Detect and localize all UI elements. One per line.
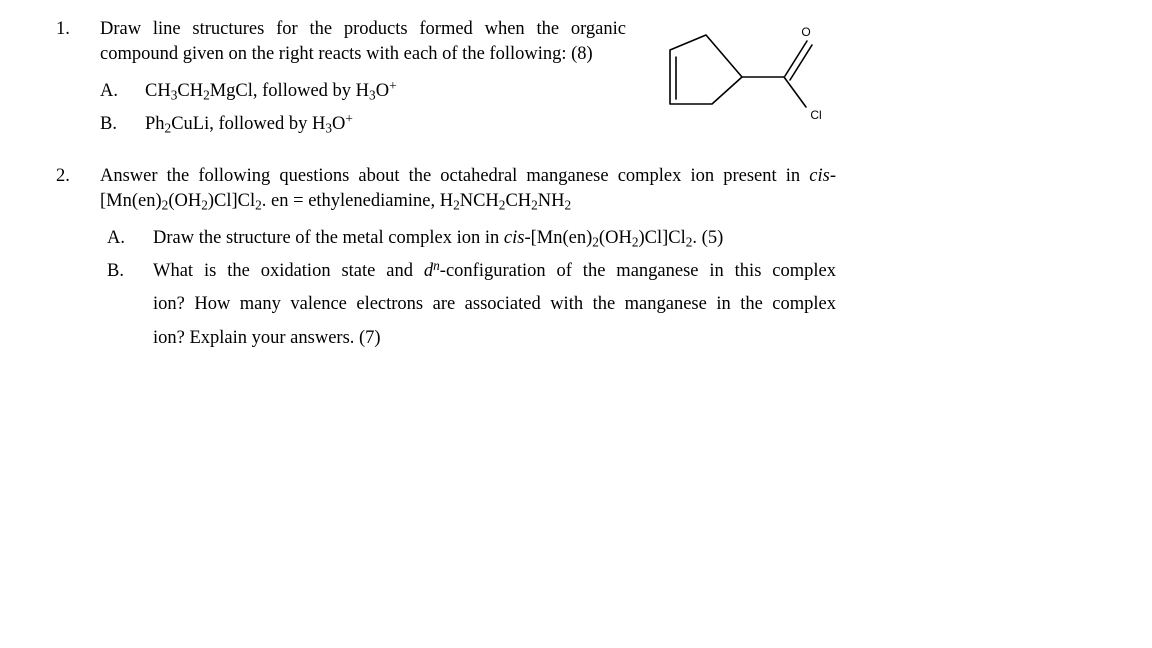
chlorine-atom-label: Cl: [810, 108, 822, 122]
question-2b-line-3: ion? Explain your answers. (7): [153, 328, 381, 348]
question-2b-line-1: What is the oxidation state and $d^n$-configuration of the manganese in this complex: [153, 258, 836, 281]
question-1b-letter: B.: [100, 114, 117, 134]
question-1-number: 1.: [56, 19, 70, 39]
question-2-line-1: Answer the following questions about the octahedral manganese complex ion present in cis-: [100, 166, 836, 186]
question-2-number: 2.: [56, 166, 70, 186]
question-2-line-2: $[Mn(en)_2(OH_2)Cl]Cl_2$. en = ethylenediamine, $H_2NCH_2CH_2NH_2$: [100, 191, 572, 213]
question-2a-letter: A.: [107, 228, 125, 248]
acyl-chloride-bond: [784, 77, 806, 107]
question-1b-text: $Ph_2CuLi$, followed by $H_3O^+$: [145, 111, 353, 136]
cyclopentene-ring: [670, 35, 742, 104]
oxygen-atom-label: O: [801, 25, 811, 39]
question-1-line-2: compound given on the right reacts with each of the following: (8): [100, 44, 593, 64]
question-2b-line-2: ion? How many valence electrons are associated with the manganese in the complex: [153, 294, 836, 314]
question-1a-letter: A.: [100, 81, 118, 101]
question-2a-text: Draw the structure of the metal complex ion in cis-$[Mn(en)_2(OH_2)Cl]Cl_2$. (5): [153, 228, 724, 250]
question-2b-letter: B.: [107, 261, 124, 281]
question-1-line-1: Draw line structures for the products formed when the organic: [100, 19, 626, 39]
molecule-structure: [664, 20, 844, 130]
question-1a-text: $CH_3CH_2MgCl$, followed by $H_3O^+$: [145, 78, 397, 103]
